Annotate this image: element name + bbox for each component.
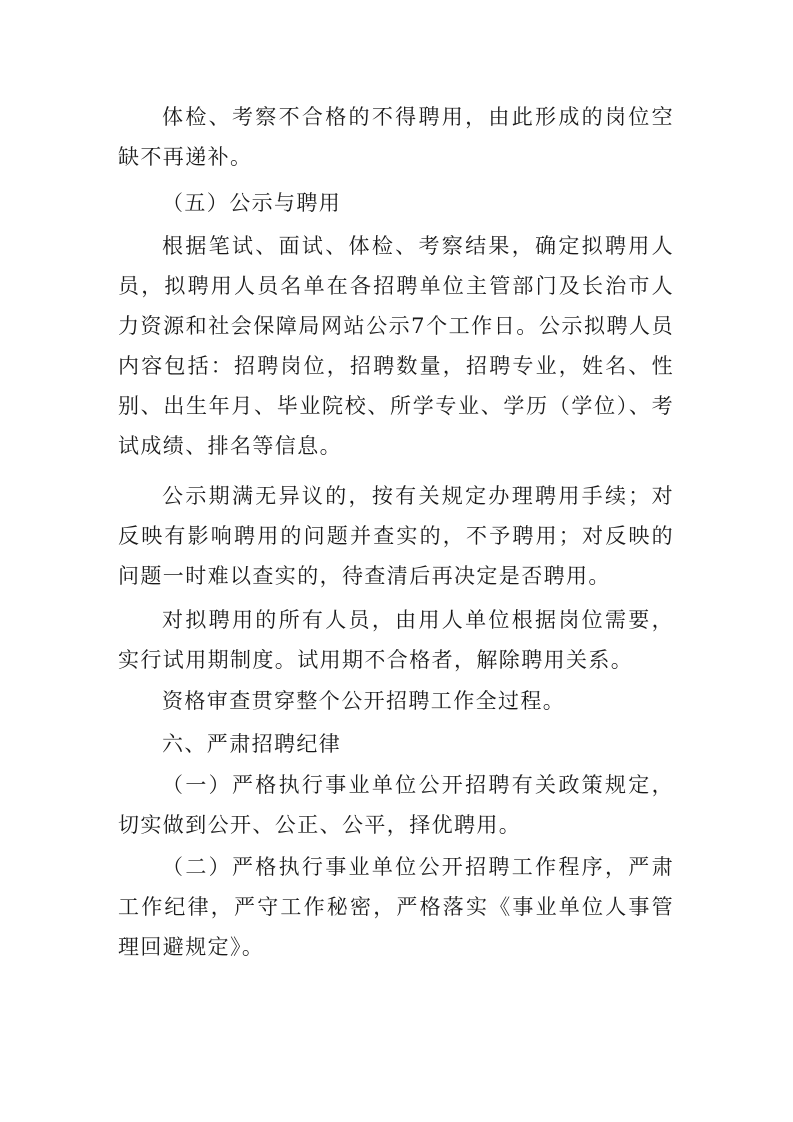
- section-heading-publicity: （五）公示与聘用: [162, 191, 342, 215]
- paragraph-qualification-review: 资格审查贯穿整个公开招聘工作全过程。: [162, 689, 566, 713]
- paragraph-no-objection: 公示期满无异议的，按有关规定办理聘用手续；对反映有影响聘用的问题并查实的，不予聘用；对反映的问题一时难以查实的，待查清后再决定是否聘用。: [118, 484, 674, 588]
- paragraph-publicity-list: 根据笔试、面试、体检、考察结果，确定拟聘用人员，拟聘用人员名单在各招聘单位主管部门及长治市人力资源和社会保障局网站公示7个工作日。公示拟聘人员内容包括：招聘岗位，招聘数量，招聘专业，姓名、性别、出生年月、毕业院校、所学专业、学历（学位）、考试成绩、排名等信息。: [118, 234, 674, 458]
- paragraph-exam-failure: 体检、考察不合格的不得聘用，由此形成的岗位空缺不再递补。: [118, 105, 674, 169]
- paragraph-discipline-2: （二）严格执行事业单位公开招聘工作程序，严肃工作纪律，严守工作秘密，严格落实《事业单位人事管理回避规定》。: [118, 855, 674, 959]
- section-heading-discipline: 六、严肃招聘纪律: [162, 732, 342, 756]
- paragraph-discipline-1: （一）严格执行事业单位公开招聘有关政策规定，切实做到公开、公正、公平，择优聘用。: [118, 773, 674, 837]
- paragraph-probation: 对拟聘用的所有人员，由用人单位根据岗位需要，实行试用期制度。试用期不合格者，解除聘用关系。: [118, 608, 674, 672]
